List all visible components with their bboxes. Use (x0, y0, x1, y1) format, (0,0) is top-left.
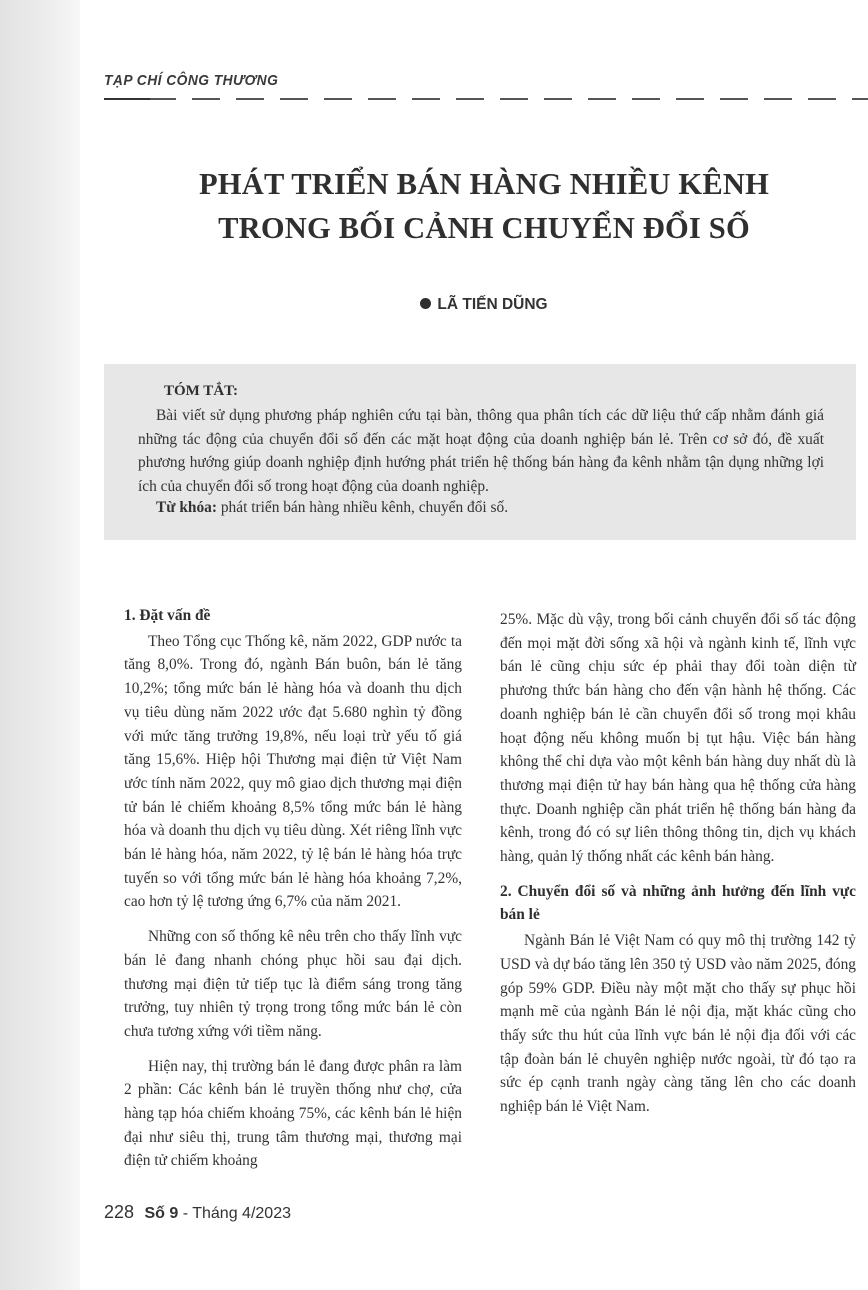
page-footer (104, 1202, 291, 1223)
keywords-text: phát triển bán hàng nhiều kênh, chuyển đổi số. (220, 499, 509, 516)
paragraph: Hiện nay, thị trường bán lẻ đang được phân ra làm 2 phần: Các kênh bán lẻ truyền thống như chợ, cửa hàng tạp hóa chiếm khoảng 75%, các kênh bán lẻ hiện đại như siêu thị, trung tâm thương mại, thương mại điện tử chiếm khoảng (124, 1057, 462, 1170)
header-rule-accent (104, 98, 150, 100)
author-line (0, 296, 868, 314)
keywords-line (156, 499, 508, 517)
title-line-1: PHÁT TRIỂN BÁN HÀNG NHIỀU KÊNH (198, 167, 770, 201)
paragraph-continued: 25%. Mặc dù vậy, trong bối cảnh chuyển đổi số tác động đến mọi mặt đời sống xã hội và ngành kinh tế, lĩnh vực bán lẻ cũng chịu sức ép phải thay đổi toàn diện từ phương thức bán hàng cho đến vận hành hệ thống. Các doanh nghiệp bán lẻ cần chuyển đổi số trong mọi khâu hoạt động nếu không muốn bị tụt hậu. Việc bán hàng không thể chỉ dựa vào một kênh bán hàng duy nhất dù là thương mại điện tử hay bán hàng qua hệ thống cửa hàng thực. Doanh nghiệp cần phát triển hệ thống bán hàng đa kênh, trong đó có sự liên thông thông tin, dịch vụ khách hàng, quản lý thống nhất các kênh bán hàng. (500, 611, 856, 866)
abstract-box (104, 364, 856, 540)
issue-number: Số 9 (144, 1205, 179, 1222)
article-title (100, 162, 868, 250)
right-column (500, 608, 856, 1130)
author-name: LÃ TIẾN DŨNG (437, 296, 548, 313)
paragraph: Theo Tổng cục Thống kê, năm 2022, GDP nước ta tăng 8,0%. Trong đó, ngành Bán buôn, bán lẻ tăng 10,2%; tổng mức bán lẻ hàng hóa và doanh thu dịch vụ tiêu dùng năm 2022 ước đạt 5.680 nghìn tỷ đồng với mức tăng trưởng 19,8%, nếu loại trừ yếu tố giá tăng 15,6%. Hiệp hội Thương mại điện tử Việt Nam ước tính năm 2022, quy mô giao dịch thương mại điện tử bán lẻ chiếm khoảng 8,5% tổng mức bán lẻ hàng hóa và doanh thu dịch vụ tiêu dùng. Xét riêng lĩnh vực bán lẻ hàng hóa, năm 2022, tỷ lệ bán lẻ hàng hóa trực tuyến so với tổng mức bán lẻ hàng hóa khoảng 7,2%, cao hơn tỷ lệ tương ứng 6,7% của năm 2021. (124, 632, 462, 911)
keywords-label: Từ khóa: (156, 499, 217, 516)
left-column (124, 604, 462, 1184)
journal-running-head: TẠP CHÍ CÔNG THƯƠNG (104, 72, 279, 89)
title-line-2: TRONG BỐI CẢNH CHUYỂN ĐỔI SỐ (218, 211, 750, 245)
bullet-dot-icon (420, 298, 431, 309)
abstract-heading: TÓM TẮT: (164, 383, 239, 399)
header-dashed-rule (104, 98, 868, 100)
issue-date: - Tháng 4/2023 (182, 1205, 291, 1222)
section-2-heading: 2. Chuyển đổi số và những ảnh hưởng đến lĩnh vực bán lẻ (500, 882, 856, 924)
abstract-text: Bài viết sử dụng phương pháp nghiên cứu tại bàn, thông qua phân tích các dữ liệu thứ cấp nhằm đánh giá những tác động của chuyển đổi số đến các mặt hoạt động của doanh nghiệp bán lẻ. Trên cơ sở đó, đề xuất phương hướng giúp doanh nghiệp định hướng phát triển hệ thống bán hàng đa kênh nhằm tận dụng những lợi ích của chuyển đổi số trong hoạt động của doanh nghiệp. (138, 407, 824, 495)
paragraph: Ngành Bán lẻ Việt Nam có quy mô thị trường 142 tỷ USD và dự báo tăng lên 350 tỷ USD vào năm 2025, đóng góp 59% GDP. Điều này một mặt cho thấy sự phục hồi mạnh mẽ của ngành Bán lẻ nội địa, mặt khác cũng cho thấy sức thu hút của lĩnh vực bán lẻ nội địa đối với các tập đoàn bán lẻ chuyên nghiệp nước ngoài, từ đó tạo ra sức ép cạnh tranh ngày càng tăng lên cho các doanh nghiệp bán lẻ Việt Nam. (500, 932, 856, 1116)
paragraph: Những con số thống kê nêu trên cho thấy lĩnh vực bán lẻ đang nhanh chóng phục hồi sau đại dịch. thương mại điện tử tiếp tục là điểm sáng trong tăng trưởng, tuy nhiên tỷ trọng trong tổng mức bán lẻ còn chưa tương xứng với tiềm năng. (124, 928, 462, 1040)
page-spine-shadow (0, 0, 80, 1290)
section-1-heading: 1. Đặt vấn đề (124, 607, 211, 624)
page-number: 228 (104, 1202, 135, 1222)
